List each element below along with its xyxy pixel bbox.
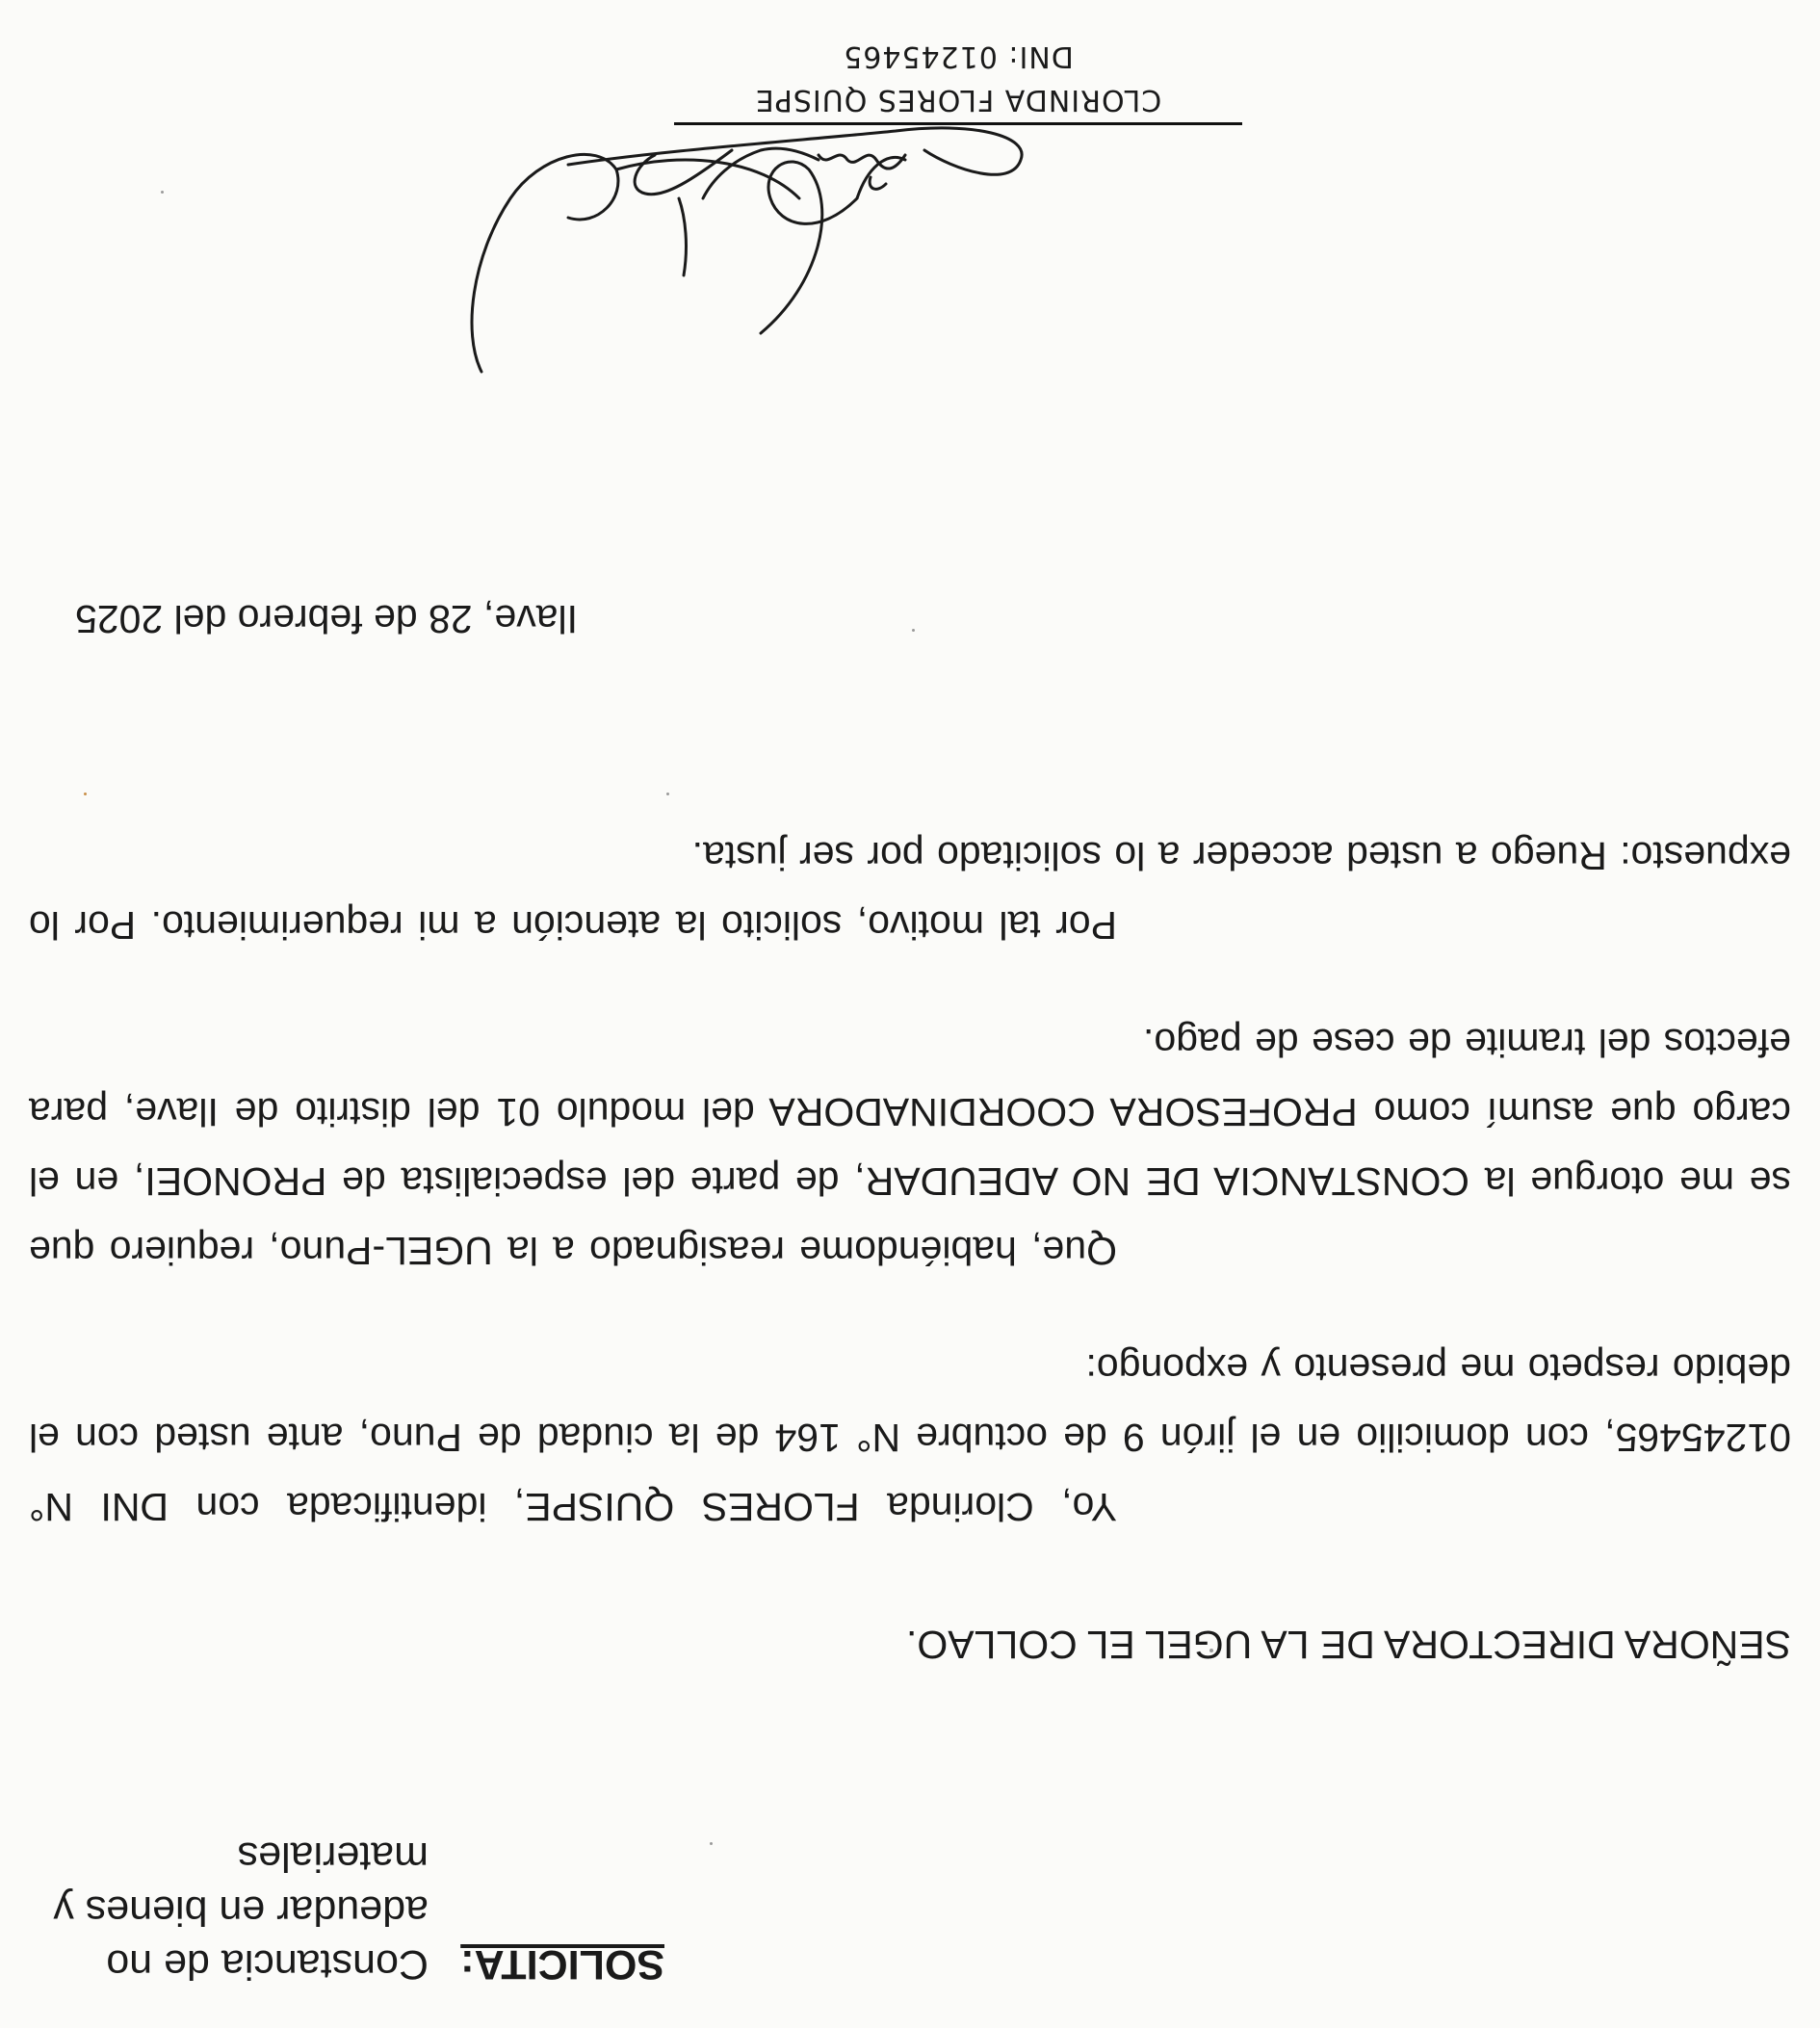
place-and-date: Ilave, 28 de febrero del 2025 bbox=[75, 597, 578, 641]
scan-speck bbox=[161, 191, 164, 194]
subject-line: adeudar en bienes y bbox=[53, 1887, 429, 1934]
paragraph-closing: Por tal motivo, solicito la atención a mi requerimiento. Por lo expuesto: Ruego a usted acceder a lo solicitado por ser justa. bbox=[29, 834, 1791, 948]
scan-speck bbox=[710, 1842, 713, 1845]
addressee: SEÑORA DIRECTORA DE LA UGEL EL COLLAO. bbox=[905, 1623, 1791, 1667]
subject-line: Constancia de no bbox=[106, 1941, 429, 1988]
handwritten-signature bbox=[376, 112, 1050, 391]
subject-label: SOLICITA: bbox=[460, 1941, 664, 1988]
subject-line: materiales bbox=[237, 1833, 429, 1880]
signer-name: CLORINDA FLORES QUISPE bbox=[754, 83, 1162, 117]
subject-block bbox=[48, 1830, 664, 1991]
paragraph-request: Que, habiéndome reasignado a la UGEL-Puno, requiero que se me otorgue la CONSTANCIA DE NO ADEUDAR, de parte del especialista de PRONOEI, en el cargo que asumí como PROFESORA COORDINADORA del modulo 01 del distrito de Ilave, para efectos del tramite de cese de pago. bbox=[29, 1021, 1791, 1273]
letter-body bbox=[29, 821, 1791, 1542]
signature-line bbox=[674, 122, 1242, 125]
scan-speck bbox=[912, 629, 915, 632]
scan-speck bbox=[666, 793, 669, 795]
paragraph-introduction: Yo, Clorinda FLORES QUISPE, identificada con DNI N° 01245465, con domicilio en el jirón 9 de octubre N° 164 de la ciudad de Puno, ante usted con el debido respeto me presento y expongo: bbox=[29, 1346, 1791, 1529]
signer-dni: DNI: 01245465 bbox=[843, 39, 1074, 73]
scan-speck bbox=[84, 793, 87, 795]
